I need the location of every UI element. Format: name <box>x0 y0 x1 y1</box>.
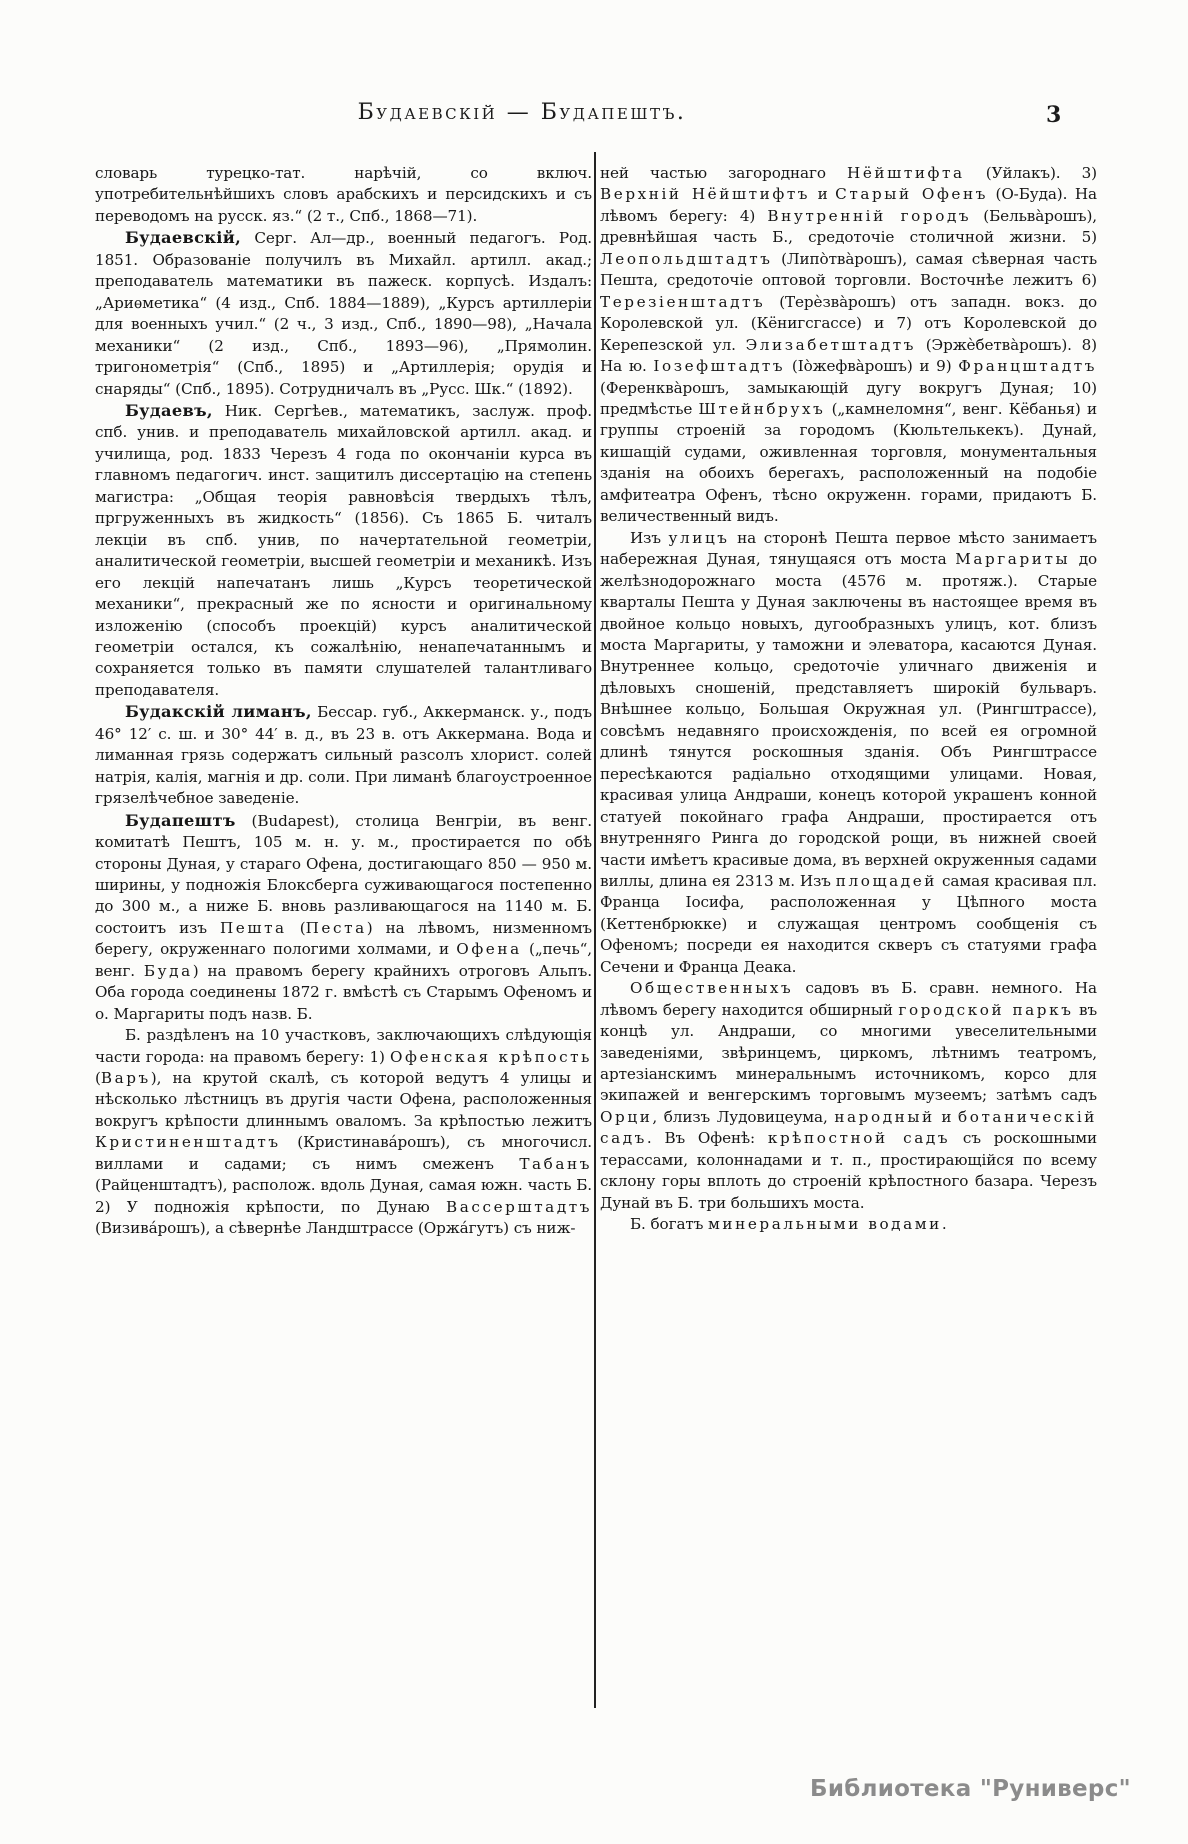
text-run: (Іо̀жефва̀рошъ) и 9) <box>785 357 959 376</box>
text-run: Песта <box>305 918 367 937</box>
text-run: Б. раздѣленъ на 10 участковъ, заключающихъ слѣдующія части города: на правомъ берегу: 1) <box>95 1026 592 1066</box>
text-run: Францштадтъ <box>958 357 1097 376</box>
text-run: Б. богатъ <box>630 1215 709 1234</box>
text-run: ( <box>95 1069 101 1088</box>
text-run: (Бельва̀рошъ), древнѣйшая часть Б., средоточіе столичной жизни. 5) <box>600 206 1097 247</box>
text-run: Кристиненштадтъ <box>95 1133 281 1152</box>
text-run: на сторонѣ Пешта первое мѣсто занимаетъ набережная Дуная, тянущаяся отъ моста <box>600 528 1097 569</box>
text-run: (Терѐзва̀рошъ) отъ западн. вокз. до Королевской ул. (Кёнигсгассе) и 7) отъ Королевской до Керепезской ул. <box>600 292 1097 354</box>
text-run: Элизабетштадтъ <box>745 335 916 354</box>
entry-headword: Будаевскій, <box>125 228 242 248</box>
text-run: съ роскошными терассами, колоннадами и т. п., простирающійся по всему склону горы вплоть до строеній крѣпостного базара. Черезъ Дунай въ Б. три большихъ моста. <box>600 1129 1097 1212</box>
text-run: Маргариты <box>955 550 1071 569</box>
text-run: (Визива́рошъ), а сѣвернѣе Ландштрассе (Оржа́гутъ) съ ниж- <box>95 1219 576 1238</box>
text-run: ), на крутой скалѣ, съ которой ведутъ 4 улицы и нѣсколько лѣстницъ въ другія части Офена, расположенныя вокругъ крѣпости длиннымъ оваломъ. За крѣпостью лежитъ <box>95 1069 592 1130</box>
text-run: Старый Офенъ <box>835 185 988 204</box>
paragraph <box>600 1214 1097 1235</box>
paragraph <box>95 400 592 701</box>
text-run: Верхній Нёйштифтъ <box>600 185 811 204</box>
paragraph <box>95 1025 592 1240</box>
text-run: . Въ Офенѣ: <box>646 1129 768 1148</box>
text-run: словарь турецко-тат. нарѣчій, со включ. употребительнѣйшихъ словъ арабскихъ и персидскихъ и съ переводомъ на русск. яз.“ (2 т., Спб., 1868—71). <box>95 164 592 225</box>
text-run: („печь“, венг. <box>95 940 592 980</box>
text-run: городской паркъ <box>898 1000 1074 1019</box>
page-number: 3 <box>1046 102 1062 128</box>
text-run: Табанъ <box>519 1154 592 1173</box>
text-run: Нёйштифта <box>847 164 965 182</box>
text-run: Внутренній городъ <box>767 206 972 225</box>
text-run: (Липо̀тва̀рошъ), самая сѣверная часть Пешта, средоточіе оптовой торговли. Восточнѣе лежитъ 6) <box>600 249 1097 290</box>
text-run: крѣпостной садъ <box>767 1129 951 1148</box>
text-run: народный <box>834 1107 935 1126</box>
text-run: садовъ въ Б. сравн. немного. На лѣвомъ берегу находится обширный <box>600 979 1097 1019</box>
text-run: Офенская крѣпость <box>389 1047 593 1066</box>
entry-headword: Будапештъ <box>125 810 236 830</box>
text-run: Изъ <box>630 528 669 547</box>
library-watermark: Библиотека "Руниверс" <box>810 1776 1131 1802</box>
text-run: Буда <box>143 961 193 980</box>
text-run: Орци <box>600 1107 653 1126</box>
text-column-right <box>600 163 1097 1236</box>
text-run: (Райценштадтъ), располож. вдоль Дуная, самая южн. часть Б. 2) У подножія крѣпости, по Дунаю <box>95 1176 592 1216</box>
entry-headword: Будаевъ, <box>125 400 213 420</box>
text-run: площадей <box>835 871 938 890</box>
text-run: до желѣзнодорожнаго моста (4576 м. протяж.). Старые кварталы Пешта у Дуная заключены въ настоящее время въ двойное кольцо новыхъ, дугообразныхъ улицъ, кот. близъ моста Маргариты, у таможни и элеватора, касаются Дуная. Внутреннее кольцо, средоточіе уличнаго движенія и дѣловыхъ сношеній, представляетъ широкій бульваръ. Внѣшнее кольцо, Большая Окружная ул. (Рингштрассе), совсѣмъ недавняго происхожденія, по всей ея огромной длинѣ тянутся роскошныя зданія. Объ Рингштрассе пересѣкаются радіально отходящими улицами. Новая, красивая улица Андраши, конецъ которой украшенъ конной статуей покойнаго графа Андраши, простирается отъ внутренняго Ринга до городской рощи, въ нижней своей части имѣетъ красивые дома, въ верхней окруженныя садами виллы, длина ея 2313 м. Изъ <box>600 550 1097 890</box>
text-run: , близъ Лудовицеума, <box>652 1107 835 1126</box>
paragraph <box>95 227 592 400</box>
text-run: Ник. Сергѣев., математикъ, заслуж. проф. спб. унив. и преподаватель михайловской артилл. акад. и училища, род. 1833 Черезъ 4 года по окончаніи курса въ главномъ педагогич. инст. защитилъ диссертацію на степень магистра: „Общая теорія равновѣсія твердыхъ тѣлъ, пргруженныхъ въ жидкость“ (1856). Съ 1865 Б. читалъ лекціи въ спб. унив, по начертательной геометріи, аналитической геометріи, высшей геометріи и механикѣ. Изъ его лекцій напечатанъ лишь „Курсъ теоретической механики“, прекрасный же по ясности и оригинальному изложенію (способъ проекцій) курсъ аналитической геометріи остался, къ сожалѣнію, ненапечатаннымъ и сохраняется только въ памяти слушателей талантливаго преподавателя. <box>95 401 592 699</box>
text-run: Вассерштадтъ <box>446 1197 592 1216</box>
text-run: . <box>941 1215 947 1234</box>
text-run: (Кристинава́рошъ), съ многочисл. виллами и садами; съ нимъ смеженъ <box>95 1133 592 1173</box>
paragraph <box>600 978 1097 1214</box>
text-run: минеральными водами <box>708 1215 942 1234</box>
text-run: (Эржѐбетва̀рошъ). 8) На ю. <box>600 335 1097 376</box>
text-run: (О-Буда). На лѣвомъ берегу: 4) <box>600 185 1097 225</box>
paragraph <box>95 810 592 1026</box>
text-run: Пешта <box>219 918 287 937</box>
column-divider-rule <box>594 152 596 1708</box>
text-run: ботаническій садъ <box>600 1107 1097 1148</box>
text-run: Іозефштадтъ <box>653 357 786 376</box>
text-run: Общественныхъ <box>630 979 794 998</box>
text-run: въ концѣ ул. Андраши, со многими увеселительными заведеніями, звѣринцемъ, циркомъ, лѣтнимъ театромъ, артезіанскимъ минеральнымъ источникомъ, корсо для экипажей и венгерскимъ торговымъ музеемъ; затѣмъ садъ <box>600 1000 1098 1105</box>
text-run: Леопольдштадтъ <box>600 249 773 268</box>
text-run: Офена <box>456 940 522 959</box>
text-column-left <box>95 163 592 1240</box>
text-run: самая красивая пл. Франца Іосифа, расположенная у Цѣпного моста (Кеттенбрюкке) и служащая центромъ сообщенія съ Офеномъ; посреди ея находится скверъ съ статуями графа Сечени и Франца Деака. <box>600 871 1097 976</box>
text-run: Варъ <box>100 1069 151 1088</box>
text-run: ) на лѣвомъ, низменномъ берегу, окруженнаго пологими холмами, и <box>95 918 592 959</box>
text-run: ней частью загороднаго <box>600 164 848 182</box>
text-run: Серг. Ал—др., военный педагогъ. Род. 1851. Образованіе получилъ въ Михайл. артилл. акад.; преподаватель математики въ пажеск. корпусѣ. Издалъ: „Ариѳметика“ (4 изд., Спб. 1884—1889), „Курсъ артиллеріи для военныхъ учил.“ (2 ч., 3 изд., Спб., 1890—98), „Начала механики“ (2 изд., Спб., 1893—96), „Прямолин. тригонометрія“ (Спб., 1895) и „Артиллерія; орудія и снаряды“ (Спб., 1895). Сотрудничалъ въ „Русс. Шк.“ (1892). <box>95 229 592 398</box>
text-run: ( <box>286 918 306 937</box>
text-run: Штейнбрухъ <box>698 399 826 418</box>
text-run: (Ференква̀рошъ, замыкающій дугу вокругъ Дуная; 10) предмѣстье <box>600 378 1097 418</box>
text-run: (Budapest), столица Венгріи, въ венг. комитатѣ Пештъ, 105 м. н. у. м., простирается по обѣ стороны Дуная, у стараго Офена, достигающаго 850 — 950 м. ширины, у подножія Блоксберга суживающагося постепенно до 300 м., а ниже Б. вновь разливающагося на 1140 м. Б. состоитъ изъ <box>95 811 592 937</box>
text-run: улицъ <box>668 528 730 547</box>
entry-headword: Будакскій лиманъ, <box>125 702 312 722</box>
paragraph <box>600 528 1097 979</box>
text-run: („камнеломня“, венг. Кёбанья) и группы строеній за городомъ (Кюльтелькекъ). Дунай, кишащій судами, оживленная торговля, монументальныя зданія на обоихъ берегахъ, расположенный на подобіе амфитеатра Офенъ, тѣсно окруженн. горами, придаютъ Б. величественный видъ. <box>600 399 1097 526</box>
text-run: и <box>934 1107 958 1126</box>
text-run: Терезіенштадтъ <box>600 292 766 311</box>
paragraph <box>600 163 1097 528</box>
text-run: (Уйлакъ). 3) <box>964 164 1097 182</box>
paragraph <box>95 163 592 227</box>
running-head-title: Будаевскій — Будапештъ. <box>357 100 687 125</box>
paragraph <box>95 701 592 809</box>
text-run: ) на правомъ берегу крайнихъ отроговъ Альпъ. Оба города соединены 1872 г. вмѣстѣ съ Старымъ Офеномъ и о. Маргариты подъ назв. Б. <box>95 961 592 1023</box>
text-run: Бессар. губ., Аккерманск. у., подъ 46° 12′ с. ш. и 30° 44′ в. д., въ 23 в. отъ Аккермана. Вода и лиманная грязь содержатъ сильный разсолъ хлорист. солей натрія, калія, магнія и др. соли. При лиманѣ благоустроенное грязелѣчебное заведеніе. <box>95 703 592 808</box>
text-run: и <box>810 185 836 204</box>
